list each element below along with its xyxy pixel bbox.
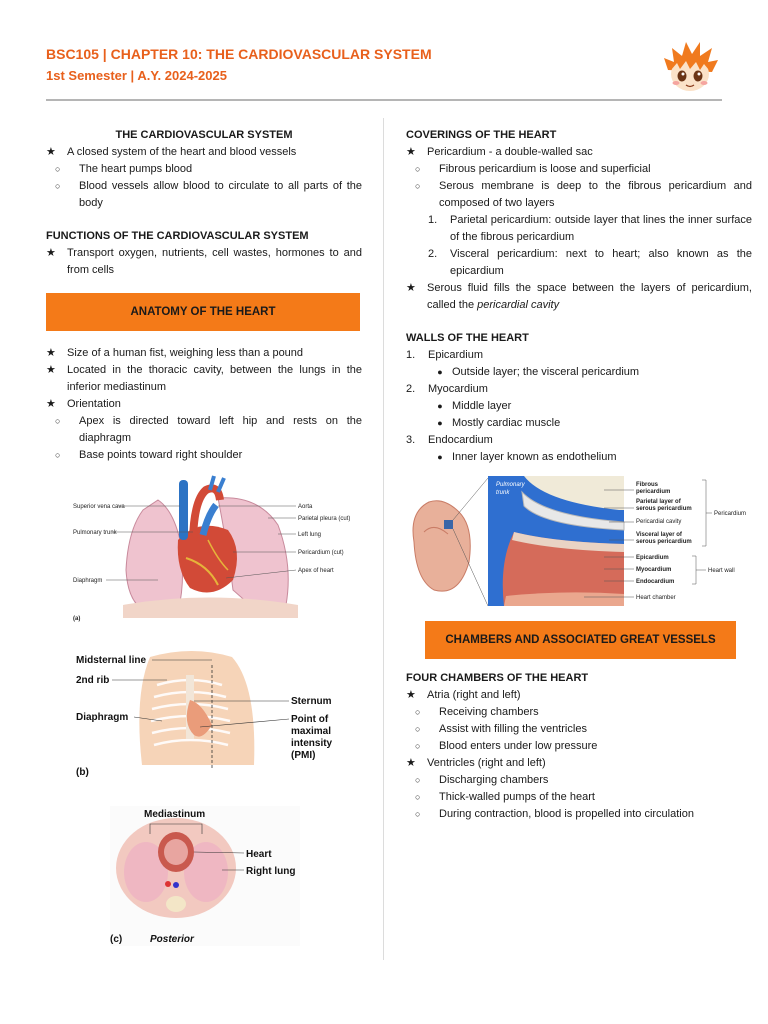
figure-cross-section: [110, 806, 300, 946]
label-pulmonary-trunk: Pulmonary trunk: [73, 530, 117, 536]
label-pericardium-cut: Pericardium (cut): [298, 550, 344, 556]
label-diaphragm-b: Diaphragm: [76, 712, 129, 723]
list-item: ○ Base points toward right shoulder: [55, 449, 243, 461]
label-heart-chamber: Heart chamber: [636, 595, 676, 601]
list-item: ○ The heart pumps blood: [55, 163, 193, 175]
label-pmi-3: intensity: [291, 738, 333, 749]
functions-heading: FUNCTIONS OF THE CARDIOVASCULAR SYSTEM: [46, 230, 309, 242]
cvs-heading: THE CARDIOVASCULAR SYSTEM: [115, 129, 293, 141]
list-item: 3. Endocardium: [406, 434, 493, 446]
coverings-heading: COVERINGS OF THE HEART: [406, 129, 557, 141]
list-item: ★ Transport oxygen, nutrients, cell wastes, hormones to and from cells: [46, 247, 362, 276]
avatar: [662, 40, 718, 96]
label-pmi-4: (PMI): [291, 750, 316, 761]
list-item: ○ Thick-walled pumps of the heart: [415, 791, 595, 803]
label-parietal-2: serous pericardium: [636, 506, 692, 512]
list-item: ★ Pericardium - a double-walled sac: [406, 146, 593, 158]
list-item: ★ Orientation: [46, 398, 121, 410]
label-right-lung: Right lung: [246, 866, 296, 877]
label-sternum: Sternum: [291, 696, 332, 707]
list-item: ★ Located in the thoracic cavity, between the lungs in the inferior mediastinum: [46, 364, 362, 393]
header-rule: [46, 99, 722, 101]
list-item: ○ Assist with filling the ventricles: [415, 723, 587, 735]
left-column: [46, 127, 362, 464]
walls-heading: WALLS OF THE HEART: [406, 332, 529, 344]
label-aorta: Aorta: [298, 504, 313, 510]
list-item: 2. Myocardium: [406, 383, 488, 395]
label-parietal: Parietal layer of: [636, 499, 681, 505]
list-item: ● Mostly cardiac muscle: [437, 417, 561, 429]
list-item: ○ Apex is directed toward left hip and rests on the diaphragm: [55, 415, 362, 444]
label-visceral: Visceral layer of: [636, 532, 682, 538]
list-item: ★ Ventricles (right and left): [406, 757, 546, 769]
figure-heart-thorax: [68, 470, 368, 624]
column-divider: [383, 118, 384, 960]
label-pericardial-cavity: Pericardial cavity: [636, 519, 682, 525]
label-2nd-rib: 2nd rib: [76, 675, 110, 686]
list-item: ○ Fibrous pericardium is loose and superficial: [415, 163, 651, 175]
label-pmi-2: maximal: [291, 726, 332, 737]
list-item: 1. Parietal pericardium: outside layer that lines the inner surface of the fibrous pericardium: [428, 214, 752, 243]
list-item: ★ Serous fluid fills the space between the layers of pericardium, called the pericardial cavity: [406, 282, 752, 311]
page-header: [46, 44, 432, 86]
label-endocardium: Endocardium: [636, 579, 675, 585]
four-chambers-heading: FOUR CHAMBERS OF THE HEART: [406, 672, 589, 684]
label-trunk: trunk: [496, 490, 510, 496]
list-item: ● Outside layer; the visceral pericardium: [437, 366, 640, 378]
chambers-banner: CHAMBERS AND ASSOCIATED GREAT VESSELS: [425, 621, 736, 659]
label-pericardium-brace: Pericardium: [714, 511, 747, 517]
label-heart-wall: Heart wall: [708, 568, 735, 574]
label-superior-vena-cava: Superior vena cava: [73, 504, 125, 510]
list-item: ○ Serous membrane is deep to the fibrous pericardium and composed of two layers: [415, 180, 752, 209]
list-item: ○ Discharging chambers: [415, 774, 549, 786]
label-fibrous-2: pericardium: [636, 489, 671, 495]
label-pmi-1: Point of: [291, 714, 329, 725]
list-item: ● Middle layer: [437, 400, 512, 412]
label-posterior: Posterior: [150, 934, 194, 945]
list-item: ★ A closed system of the heart and blood vessels: [46, 146, 297, 158]
label-apex: Apex of heart: [298, 568, 334, 574]
label-diaphragm: Diaphragm: [73, 578, 103, 584]
label-b: (b): [76, 767, 89, 778]
list-item: ○ Receiving chambers: [415, 706, 539, 718]
label-left-lung: Left lung: [298, 532, 322, 538]
list-item: ○ Blood vessels allow blood to circulate to all parts of the body: [55, 180, 362, 209]
label-c: (c): [110, 934, 123, 945]
list-item: ● Inner layer known as endothelium: [437, 451, 617, 463]
right-column: [406, 127, 752, 466]
list-item: ○ Blood enters under low pressure: [415, 740, 598, 752]
anatomy-banner: ANATOMY OF THE HEART: [46, 293, 360, 331]
label-myocardium: Myocardium: [636, 567, 672, 573]
list-item: 2. Visceral pericardium: next to heart; also known as the epicardium: [428, 248, 752, 277]
page-subtitle: 1st Semester | A.Y. 2024-2025: [46, 68, 227, 83]
label-visceral-2: serous pericardium: [636, 539, 692, 545]
list-item: ○ During contraction, blood is propelled into circulation: [415, 808, 694, 820]
label-epicardium: Epicardium: [636, 555, 669, 561]
label-pulmonary: Pulmonary: [496, 482, 525, 488]
label-parietal-pleura: Parietal pleura (cut): [298, 516, 351, 522]
label-fibrous: Fibrous: [636, 482, 658, 488]
figure-chest: [72, 645, 334, 781]
list-item: ★ Size of a human fist, weighing less than a pound: [46, 347, 304, 359]
label-mediastinum: Mediastinum: [144, 809, 206, 820]
list-item: 1. Epicardium: [406, 349, 484, 361]
chambers-section: [406, 670, 752, 823]
label-midsternal-line: Midsternal line: [76, 655, 147, 666]
figure-heart-wall: [404, 472, 754, 610]
label-a: (a): [73, 616, 81, 622]
list-item: ★ Atria (right and left): [406, 689, 521, 701]
page-title: BSC105 | CHAPTER 10: THE CARDIOVASCULAR SYSTEM: [46, 46, 432, 62]
label-heart: Heart: [246, 849, 272, 860]
